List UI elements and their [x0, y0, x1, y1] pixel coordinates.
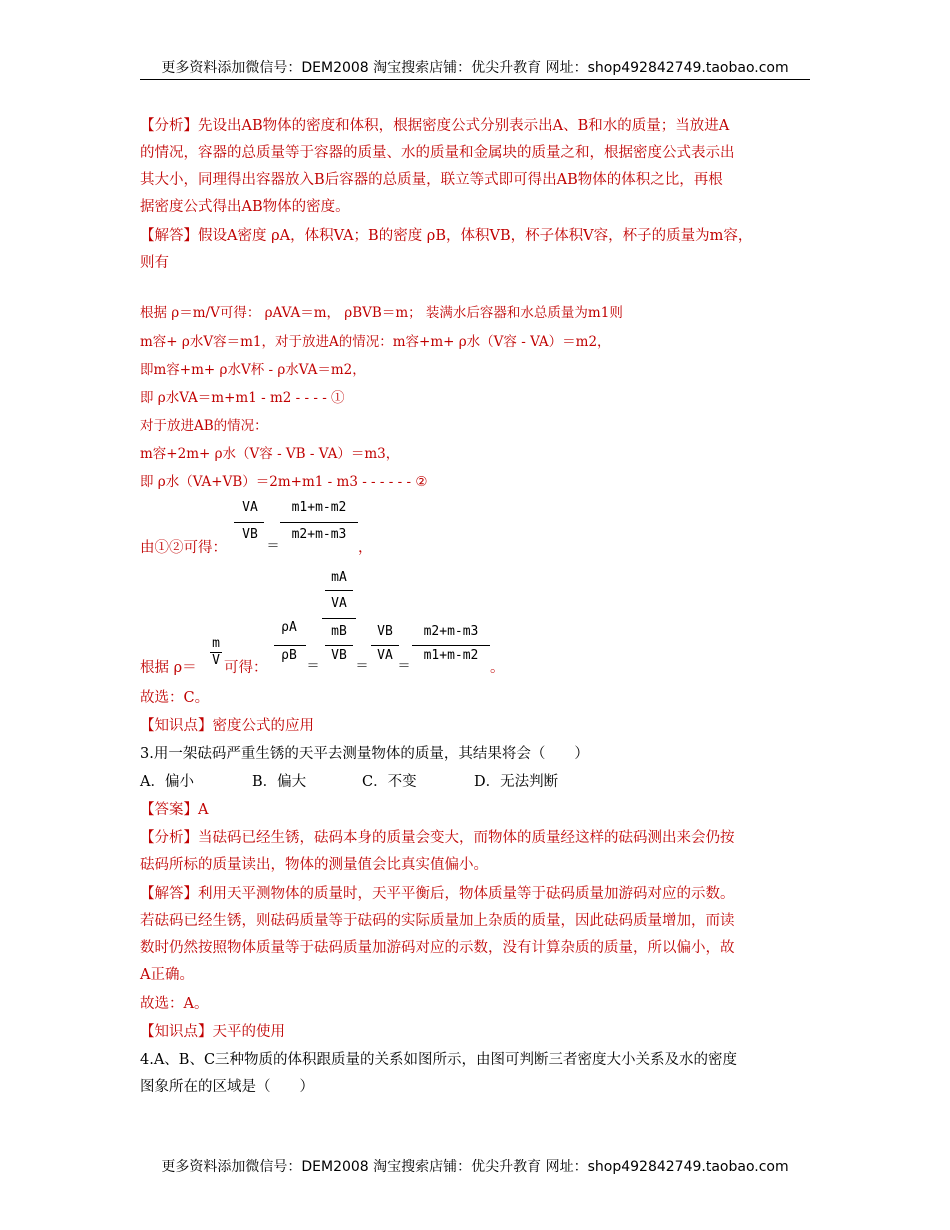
analysis-line: 的情况，容器的总质量等于容器的质量、水的质量和金属块的质量之和，根据密度公式表示出 — [140, 145, 735, 161]
answer-tag: 【答案】 — [140, 802, 198, 818]
answer-line — [140, 800, 208, 820]
equation-9-prefix: 根据 ρ＝ — [140, 660, 197, 676]
analysis-line: 其大小，同理得出容器放入B后容器的总质量，联立等式即可得出AB物体的体积之比，再根 — [140, 172, 723, 188]
solution-line — [140, 226, 752, 246]
solution-line: 则有 — [140, 255, 169, 271]
eq8-lhs-den: VB — [242, 527, 258, 542]
knowledge-tag: 【知识点】 — [140, 1024, 213, 1040]
fraction-bar — [280, 522, 358, 523]
fraction-bar — [322, 618, 356, 619]
eq9-f3-num: VB — [377, 624, 393, 639]
equals-sign: ＝ — [266, 539, 280, 554]
equation-7: 即 ρ水（VA+VB）＝2m+m1 - m3 - - - - - - ② — [140, 474, 428, 490]
analysis-line: 砝码所标的质量读出，物体的测量值会比真实值偏小。 — [140, 857, 488, 873]
fraction-bar — [371, 645, 399, 646]
analysis-line — [140, 828, 735, 848]
solution-tag: 【解答】 — [140, 886, 198, 902]
equation-2: m容+ ρ水V容＝m1，对于放进A的情况：m容+m+ ρ水（V容 - VA）＝m2， — [140, 334, 611, 350]
equals-sign: ＝ — [397, 659, 411, 674]
equation-8-prefix: 由①②可得： — [140, 540, 227, 556]
knowledge-text: 天平的使用 — [212, 1024, 285, 1040]
solution-line: 若砝码已经生锈，则砝码质量等于砝码的实际质量加上杂质的质量，因此砝码质量增加，而读 — [140, 913, 735, 929]
equation-1: 根据 ρ＝m/V可得： ρAVA＝m， ρBVB＝m； 装满水后容器和水总质量为m1则 — [140, 305, 623, 321]
knowledge-point-line — [140, 716, 314, 736]
question-4: 4.A、B、C三种物质的体积跟质量的关系如图所示，由图可判断三者密度大小关系及水的密度 — [140, 1052, 738, 1068]
choice-line: 故选：A。 — [140, 996, 209, 1012]
question-3-options — [140, 772, 558, 792]
fraction-bar — [412, 645, 490, 646]
knowledge-point-line — [140, 1022, 285, 1042]
page-header: 更多资料添加微信号：DEM2008 淘宝搜索店铺：优尖升教育 网址：shop492842749.taobao.com — [140, 57, 810, 80]
equals-sign: ＝ — [355, 659, 369, 674]
fraction-bar — [234, 522, 264, 523]
question-3: 3.用一架砝码严重生锈的天平去测量物体的质量，其结果将会（ ） — [140, 746, 589, 762]
equation-5: 对于放进AB的情况： — [140, 418, 268, 434]
question-4: 图象所在的区域是（ ） — [140, 1079, 314, 1095]
solution-tag: 【解答】 — [140, 228, 198, 244]
eq9-f4-num: m2+m-m3 — [423, 624, 479, 639]
analysis-line — [140, 116, 729, 136]
comma: ， — [358, 540, 373, 556]
answer-text: A — [198, 802, 209, 818]
eq9-end: 。 — [490, 660, 505, 676]
solution-text: 利用天平测物体的质量时，天平平衡后，物体质量等于砝码质量加游码对应的示数。 — [198, 886, 735, 902]
analysis-text: 当砝码已经生锈，砝码本身的质量会变大，而物体的质量经这样的砝码测出来会仍按 — [198, 830, 735, 846]
analysis-text: 先设出AB物体的密度和体积，根据密度公式分别表示出A、B和水的质量；当放进A — [198, 118, 730, 134]
eq9-mid: 可得： — [224, 660, 268, 676]
option-c: C．不变 — [362, 774, 417, 790]
eq9-f1-num: ρA — [281, 620, 297, 635]
knowledge-tag: 【知识点】 — [140, 718, 213, 734]
fraction-bar — [325, 645, 353, 646]
eq9-f4-den: m1+m-m2 — [423, 648, 479, 663]
solution-text: 假设A密度 ρA，体积VA；B的密度 ρB，体积VB，杯子体积V容，杯子的质量为m容， — [198, 228, 753, 244]
option-d: D．无法判断 — [474, 774, 559, 790]
option-b: B．偏大 — [252, 774, 307, 790]
eq8-rhs-den: m2+m-m3 — [291, 527, 347, 542]
page-footer: 更多资料添加微信号：DEM2008 淘宝搜索店铺：优尖升教育 网址：shop492842749.taobao.com — [161, 1159, 789, 1175]
eq9-frac-den: V — [212, 653, 220, 668]
analysis-tag: 【分析】 — [140, 118, 198, 134]
equals-sign: ＝ — [306, 659, 320, 674]
knowledge-text: 密度公式的应用 — [212, 718, 314, 734]
eq9-f3-den: VA — [377, 648, 393, 663]
fraction-bar — [325, 590, 353, 591]
eq9-f2-topden: VA — [331, 596, 347, 611]
eq9-f1-den: ρB — [281, 648, 297, 663]
equation-3: 即m容+m+ ρ水V杯 - ρ水VA＝m2， — [140, 362, 366, 378]
analysis-tag: 【分析】 — [140, 830, 198, 846]
option-a: A．偏小 — [140, 774, 194, 790]
eq9-f2-topnum: mA — [331, 570, 347, 585]
solution-line: A正确。 — [140, 967, 194, 983]
choice-line: 故选：C。 — [140, 690, 210, 706]
fraction-bar — [274, 645, 306, 646]
analysis-line: 据密度公式得出AB物体的密度。 — [140, 199, 350, 215]
equation-6: m容+2m+ ρ水（V容 - VB - VA）＝m3， — [140, 446, 400, 462]
solution-line: 数时仍然按照物体质量等于砝码质量加游码对应的示数，没有计算杂质的质量，所以偏小，故 — [140, 940, 735, 956]
eq8-lhs-num: VA — [242, 500, 258, 515]
eq9-f2-botnum: mB — [331, 624, 347, 639]
eq9-f2-botden: VB — [331, 648, 347, 663]
eq8-rhs-num: m1+m-m2 — [291, 500, 347, 515]
equation-4: 即 ρ水VA＝m+m1 - m2 - - - - ① — [140, 390, 345, 406]
eq9-frac-num: m — [212, 636, 220, 651]
solution-line — [140, 884, 735, 904]
